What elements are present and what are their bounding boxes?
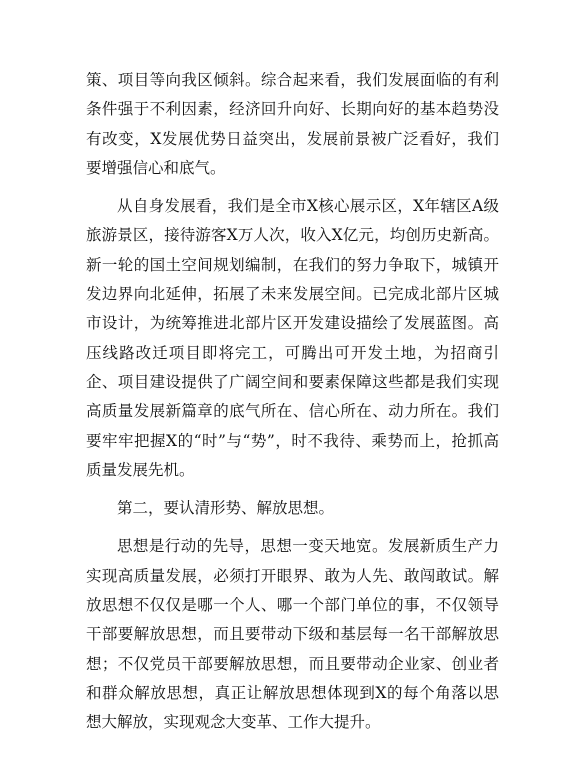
paragraph-own-development: 从自身发展看，我们是全市X核心展示区，X年辖区A级旅游景区，接待游客X万人次，收入X亿元，均创历史新高。新一轮的国土空间规划编制，在我们的努力争取下，城镇开发边界向北延伸，拓展了未来发展空间。已完成北部片区城市设计，为统筹推进北部片区开发建设描绘了发展蓝图。高压线路改迁项目即将完工，可腾出可开发土地，为招商引企、项目建设提供了广阔空间和要素保障这些都是我们实现高质量发展新篇章的底气所在、信心所在、动力所在。我们要牢牢把握X的“时”与“势”，时不我待、乘势而上，抢抓高质量发展先机。 xyxy=(86,197,499,479)
section-heading-second: 第二，要认清形势、解放思想。 xyxy=(117,499,335,518)
paragraph-emancipate-mind: 思想是行动的先导，思想一变天地宽。发展新质生产力实现高质量发展，必须打开眼界、敢为人先、敢闯敢试。解放思想不仅仅是哪一个人、哪一个部门单位的事，不仅领导干部要解放思想，而且要带动下级和基层每一名干部解放思想；不仅党员干部要解放思想，而且要带动企业家、创业者和群众解放思想，真正让解放思想体现到X的每个角落以思想大解放，实现观念大变革、工作大提升。 xyxy=(86,537,499,732)
document-body xyxy=(86,66,499,747)
paragraph-continuation: 策、项目等向我区倾斜。综合起来看，我们发展面临的有利条件强于不利因素，经济回升向好、长期向好的基本趋势没有改变，X发展优势日益突出，发展前景被广泛看好，我们要增强信心和底气。 xyxy=(86,71,499,177)
